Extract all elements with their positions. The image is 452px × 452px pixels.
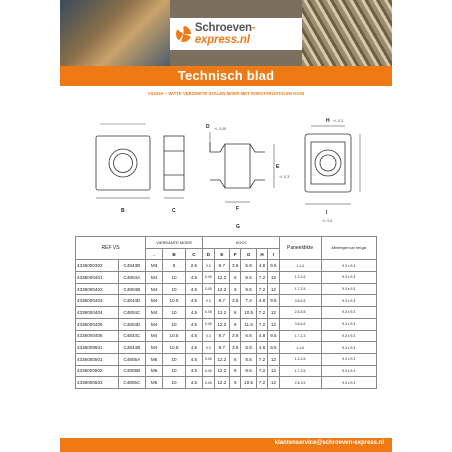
dim-label-d: D (206, 124, 210, 130)
cell-panel: 1.2-1.6 (279, 272, 321, 284)
cell-f: 6 (230, 272, 241, 284)
table-row (76, 365, 377, 377)
cell-m: M4 (146, 295, 163, 307)
cell-gat: 9.3 x 9.3 (321, 318, 376, 330)
cell-e: 12.2 (214, 283, 229, 295)
tol-e: +/- 0,3 (279, 175, 290, 179)
cell-code: C4843B (118, 260, 146, 272)
technical-drawings (60, 106, 392, 236)
subheader-b: B (163, 248, 186, 260)
cell-ref: 4336000501 (76, 353, 119, 365)
vierkante-moer-header: VIERKANTE MOER (146, 237, 203, 249)
cell-i: 12 (268, 307, 279, 319)
cell-c: 4.5 (185, 307, 202, 319)
cell-b: 10.5 (163, 342, 186, 354)
header-banner (60, 0, 392, 66)
cell-i: 12 (268, 318, 279, 330)
subheader-dash: – (146, 248, 163, 260)
cell-gat: 9.3 x 9.3 (321, 307, 376, 319)
table-row (76, 260, 377, 272)
cell-i: 12 (268, 272, 279, 284)
cell-gat: 9.3 x 9.3 (321, 272, 376, 284)
cell-h: 4.8 (256, 260, 267, 272)
cell-h: 4.8 (256, 330, 267, 342)
cell-c: 4.5 (185, 342, 202, 354)
cell-e: 12.2 (214, 377, 229, 389)
specification-table (75, 236, 377, 389)
cell-c: 4.5 (185, 272, 202, 284)
cell-b: 10.5 (163, 330, 186, 342)
table-row (76, 295, 377, 307)
cell-i: 9.5 (268, 260, 279, 272)
cell-h: 7.2 (256, 283, 267, 295)
cell-gat: 9.3 x 9.3 (321, 353, 376, 365)
cell-h: 7.2 (256, 365, 267, 377)
cell-gat: 9.3 x 9.3 (321, 283, 376, 295)
brand-domain: -express.nl (194, 22, 256, 46)
tol-i: +/- 0,5 (322, 219, 333, 223)
cell-code: C4805A (118, 353, 146, 365)
cell-code: C4844D (118, 295, 146, 307)
cell-g: 7.4 (241, 295, 256, 307)
cell-gat: 9.3 x 9.3 (321, 342, 376, 354)
cell-code: C4805B (118, 365, 146, 377)
cell-d: 0.45 (202, 272, 214, 284)
cell-panel: 3.6-4.5 (279, 295, 321, 307)
cell-c: 2.5 (185, 260, 202, 272)
product-subtitle: VS433A – WITTE VERZINKTE STALEN MOER MET ROESTVRIJSTALEN KOOI (147, 91, 305, 96)
table-row (76, 283, 377, 295)
cell-f: 6 (230, 283, 241, 295)
cell-h: 4.8 (256, 295, 267, 307)
cell-i: 12 (268, 353, 279, 365)
cell-ref: 4336000405 (76, 318, 119, 330)
table-row (76, 307, 377, 319)
cell-panel: 1.7-2.5 (279, 283, 321, 295)
subheader-d: D (202, 248, 214, 260)
cell-ref: 4336000406 (76, 330, 119, 342)
cell-e: 9.7 (214, 342, 229, 354)
cell-g: 5.9 (241, 260, 256, 272)
cell-gat: 9.3 x 9.3 (321, 330, 376, 342)
page-title: Technisch blad (177, 68, 275, 83)
cell-f: 6 (230, 318, 241, 330)
cell-panel: 1-1.6 (279, 342, 321, 354)
cell-ref: 4336000502 (76, 365, 119, 377)
cell-d: 0.45 (202, 353, 214, 365)
cell-code: C4804D (118, 318, 146, 330)
cell-e: 12.2 (214, 272, 229, 284)
dim-label-c: C (172, 208, 176, 214)
cell-e: 9.7 (214, 330, 229, 342)
cage-side-view (210, 132, 274, 202)
cell-ref: 4336000302 (76, 260, 119, 272)
cell-f: 3.6 (230, 330, 241, 342)
dim-label-g: G (236, 224, 240, 230)
dim-label-b: B (121, 208, 125, 214)
cell-f: 3.6 (230, 260, 241, 272)
cell-m: M5 (146, 353, 163, 365)
dim-label-e: E (276, 164, 280, 170)
cell-e: 12.2 (214, 353, 229, 365)
cell-i: 12 (268, 377, 279, 389)
cell-panel: 3.6-4.5 (279, 318, 321, 330)
table-body (76, 260, 377, 389)
cell-m: M4 (146, 272, 163, 284)
subheader-i: I (268, 248, 279, 260)
cell-gat: 9.3 x 9.3 (321, 377, 376, 389)
cell-b: 8 (163, 260, 186, 272)
nut-front-view (96, 124, 150, 198)
cell-i: 9.5 (268, 342, 279, 354)
table-row (76, 377, 377, 389)
footer-email[interactable]: klantenservice@schroeven-express.nl (274, 440, 384, 446)
cage-top-view (305, 126, 360, 204)
cell-h: 7.2 (256, 377, 267, 389)
cell-code: C4804C (118, 307, 146, 319)
ref-header: REF VS (76, 237, 146, 260)
cell-g: 6.6 (241, 330, 256, 342)
cell-i: 12 (268, 365, 279, 377)
cell-code: C4805C (118, 377, 146, 389)
cell-c: 4.5 (185, 295, 202, 307)
cell-m: M5 (146, 377, 163, 389)
cell-c: 4.5 (185, 365, 202, 377)
brand-name: Schroeven (194, 22, 252, 34)
cell-e: 12.2 (214, 365, 229, 377)
cell-b: 10 (163, 307, 186, 319)
table-row (76, 342, 377, 354)
cell-panel: 2.6-3.5 (279, 377, 321, 389)
subheader-h: H (256, 248, 267, 260)
cell-c: 4.5 (185, 377, 202, 389)
table-row (76, 318, 377, 330)
cell-m: M4 (146, 283, 163, 295)
cell-e: 9.7 (214, 260, 229, 272)
cell-h: 7.2 (256, 307, 267, 319)
cell-g: 8.5 (241, 353, 256, 365)
cell-g: 9.5 (241, 365, 256, 377)
dim-label-i: I (326, 210, 328, 216)
cell-h: 4.8 (256, 342, 267, 354)
nut-side-view (164, 136, 184, 198)
cell-c: 4.5 (185, 283, 202, 295)
footer-bar (60, 438, 392, 452)
subheader-c: C (185, 248, 202, 260)
cell-panel: 1.7-2.5 (279, 365, 321, 377)
cell-panel: 1.7-2.3 (279, 330, 321, 342)
cell-c: 4.5 (185, 318, 202, 330)
cell-d: 0.45 (202, 365, 214, 377)
table-row (76, 272, 377, 284)
cell-code: C4844C (118, 330, 146, 342)
brand-logo[interactable] (170, 18, 302, 50)
cell-ref: 4336000402 (76, 283, 119, 295)
paneeldikte-header: Paneeldikte (279, 237, 321, 260)
cell-b: 10 (163, 365, 186, 377)
cell-d: 0.3 (202, 260, 214, 272)
subheader-e: E (214, 248, 229, 260)
cell-f: 6 (230, 365, 241, 377)
cell-b: 10.5 (163, 295, 186, 307)
cell-f: 6 (230, 307, 241, 319)
cell-panel: 2.6-3.5 (279, 307, 321, 319)
cell-b: 10 (163, 272, 186, 284)
cell-gat: 9.3 x 9.3 (321, 260, 376, 272)
cell-m: M5 (146, 365, 163, 377)
subheader-f: F (230, 248, 241, 260)
cell-d: 0.3 (202, 330, 214, 342)
cell-gat: 9.3 x 9.3 (321, 365, 376, 377)
cell-panel: 1-1.4 (279, 260, 321, 272)
cell-e: 12.2 (214, 307, 229, 319)
cell-gat: 9.3 x 9.3 (321, 295, 376, 307)
dim-label-h: H (326, 118, 330, 124)
table-row (76, 353, 377, 365)
cell-ref: 4336000403 (76, 295, 119, 307)
cell-panel: 1.2-1.6 (279, 353, 321, 365)
cell-m: M4 (146, 307, 163, 319)
cell-e: 9.7 (214, 295, 229, 307)
cell-i: 9.5 (268, 330, 279, 342)
cell-d: 0.45 (202, 318, 214, 330)
cell-m: M3 (146, 260, 163, 272)
cell-b: 10 (163, 283, 186, 295)
cell-d: 0.45 (202, 307, 214, 319)
tools-photo (60, 0, 170, 66)
cell-m: M4 (146, 342, 163, 354)
cell-c: 4.5 (185, 353, 202, 365)
subheader-g: G (241, 248, 256, 260)
cell-code: C4844B (118, 342, 146, 354)
cell-b: 10 (163, 377, 186, 389)
cell-ref: 4336000401 (76, 272, 119, 284)
cell-b: 10 (163, 353, 186, 365)
dim-label-f: F (236, 206, 240, 212)
cell-d: 0.45 (202, 377, 214, 389)
cell-code: C4804A (118, 272, 146, 284)
cell-b: 10 (163, 318, 186, 330)
cell-i: 12 (268, 283, 279, 295)
cell-g: 10.5 (241, 307, 256, 319)
kooi-header: KOOI (202, 237, 279, 249)
cell-d: 0.3 (202, 342, 214, 354)
tol-d: +/- 0,05 (214, 127, 227, 131)
cell-g: 8.5 (241, 272, 256, 284)
cell-f: 6 (230, 377, 241, 389)
cell-g: 10.5 (241, 377, 256, 389)
cell-c: 4.5 (185, 330, 202, 342)
afmetingen-header: Afmetingen van het gat (321, 237, 376, 260)
cell-h: 7.2 (256, 272, 267, 284)
cell-d: 0.45 (202, 283, 214, 295)
datasheet-page (60, 0, 392, 452)
cell-ref: 4336000503 (76, 377, 119, 389)
tol-h: +/- 0,3 (333, 119, 344, 123)
cell-h: 7.2 (256, 318, 267, 330)
cell-g: 9.5 (241, 283, 256, 295)
cell-ref: 4336009601 (76, 342, 119, 354)
logo-icon (176, 26, 191, 42)
cell-g: 5.9 (241, 342, 256, 354)
cell-g: 11.5 (241, 318, 256, 330)
cell-code: C4804B (118, 283, 146, 295)
cell-ref: 4336000404 (76, 307, 119, 319)
cell-m: M4 (146, 318, 163, 330)
cell-e: 12.2 (214, 318, 229, 330)
cell-h: 7.2 (256, 353, 267, 365)
cell-m: M4 (146, 330, 163, 342)
cell-f: 6 (230, 353, 241, 365)
cell-d: 0.3 (202, 295, 214, 307)
cell-i: 9.5 (268, 295, 279, 307)
cell-f: 3.6 (230, 342, 241, 354)
table-row (76, 330, 377, 342)
screws-photo (302, 0, 392, 66)
cell-f: 3.6 (230, 295, 241, 307)
